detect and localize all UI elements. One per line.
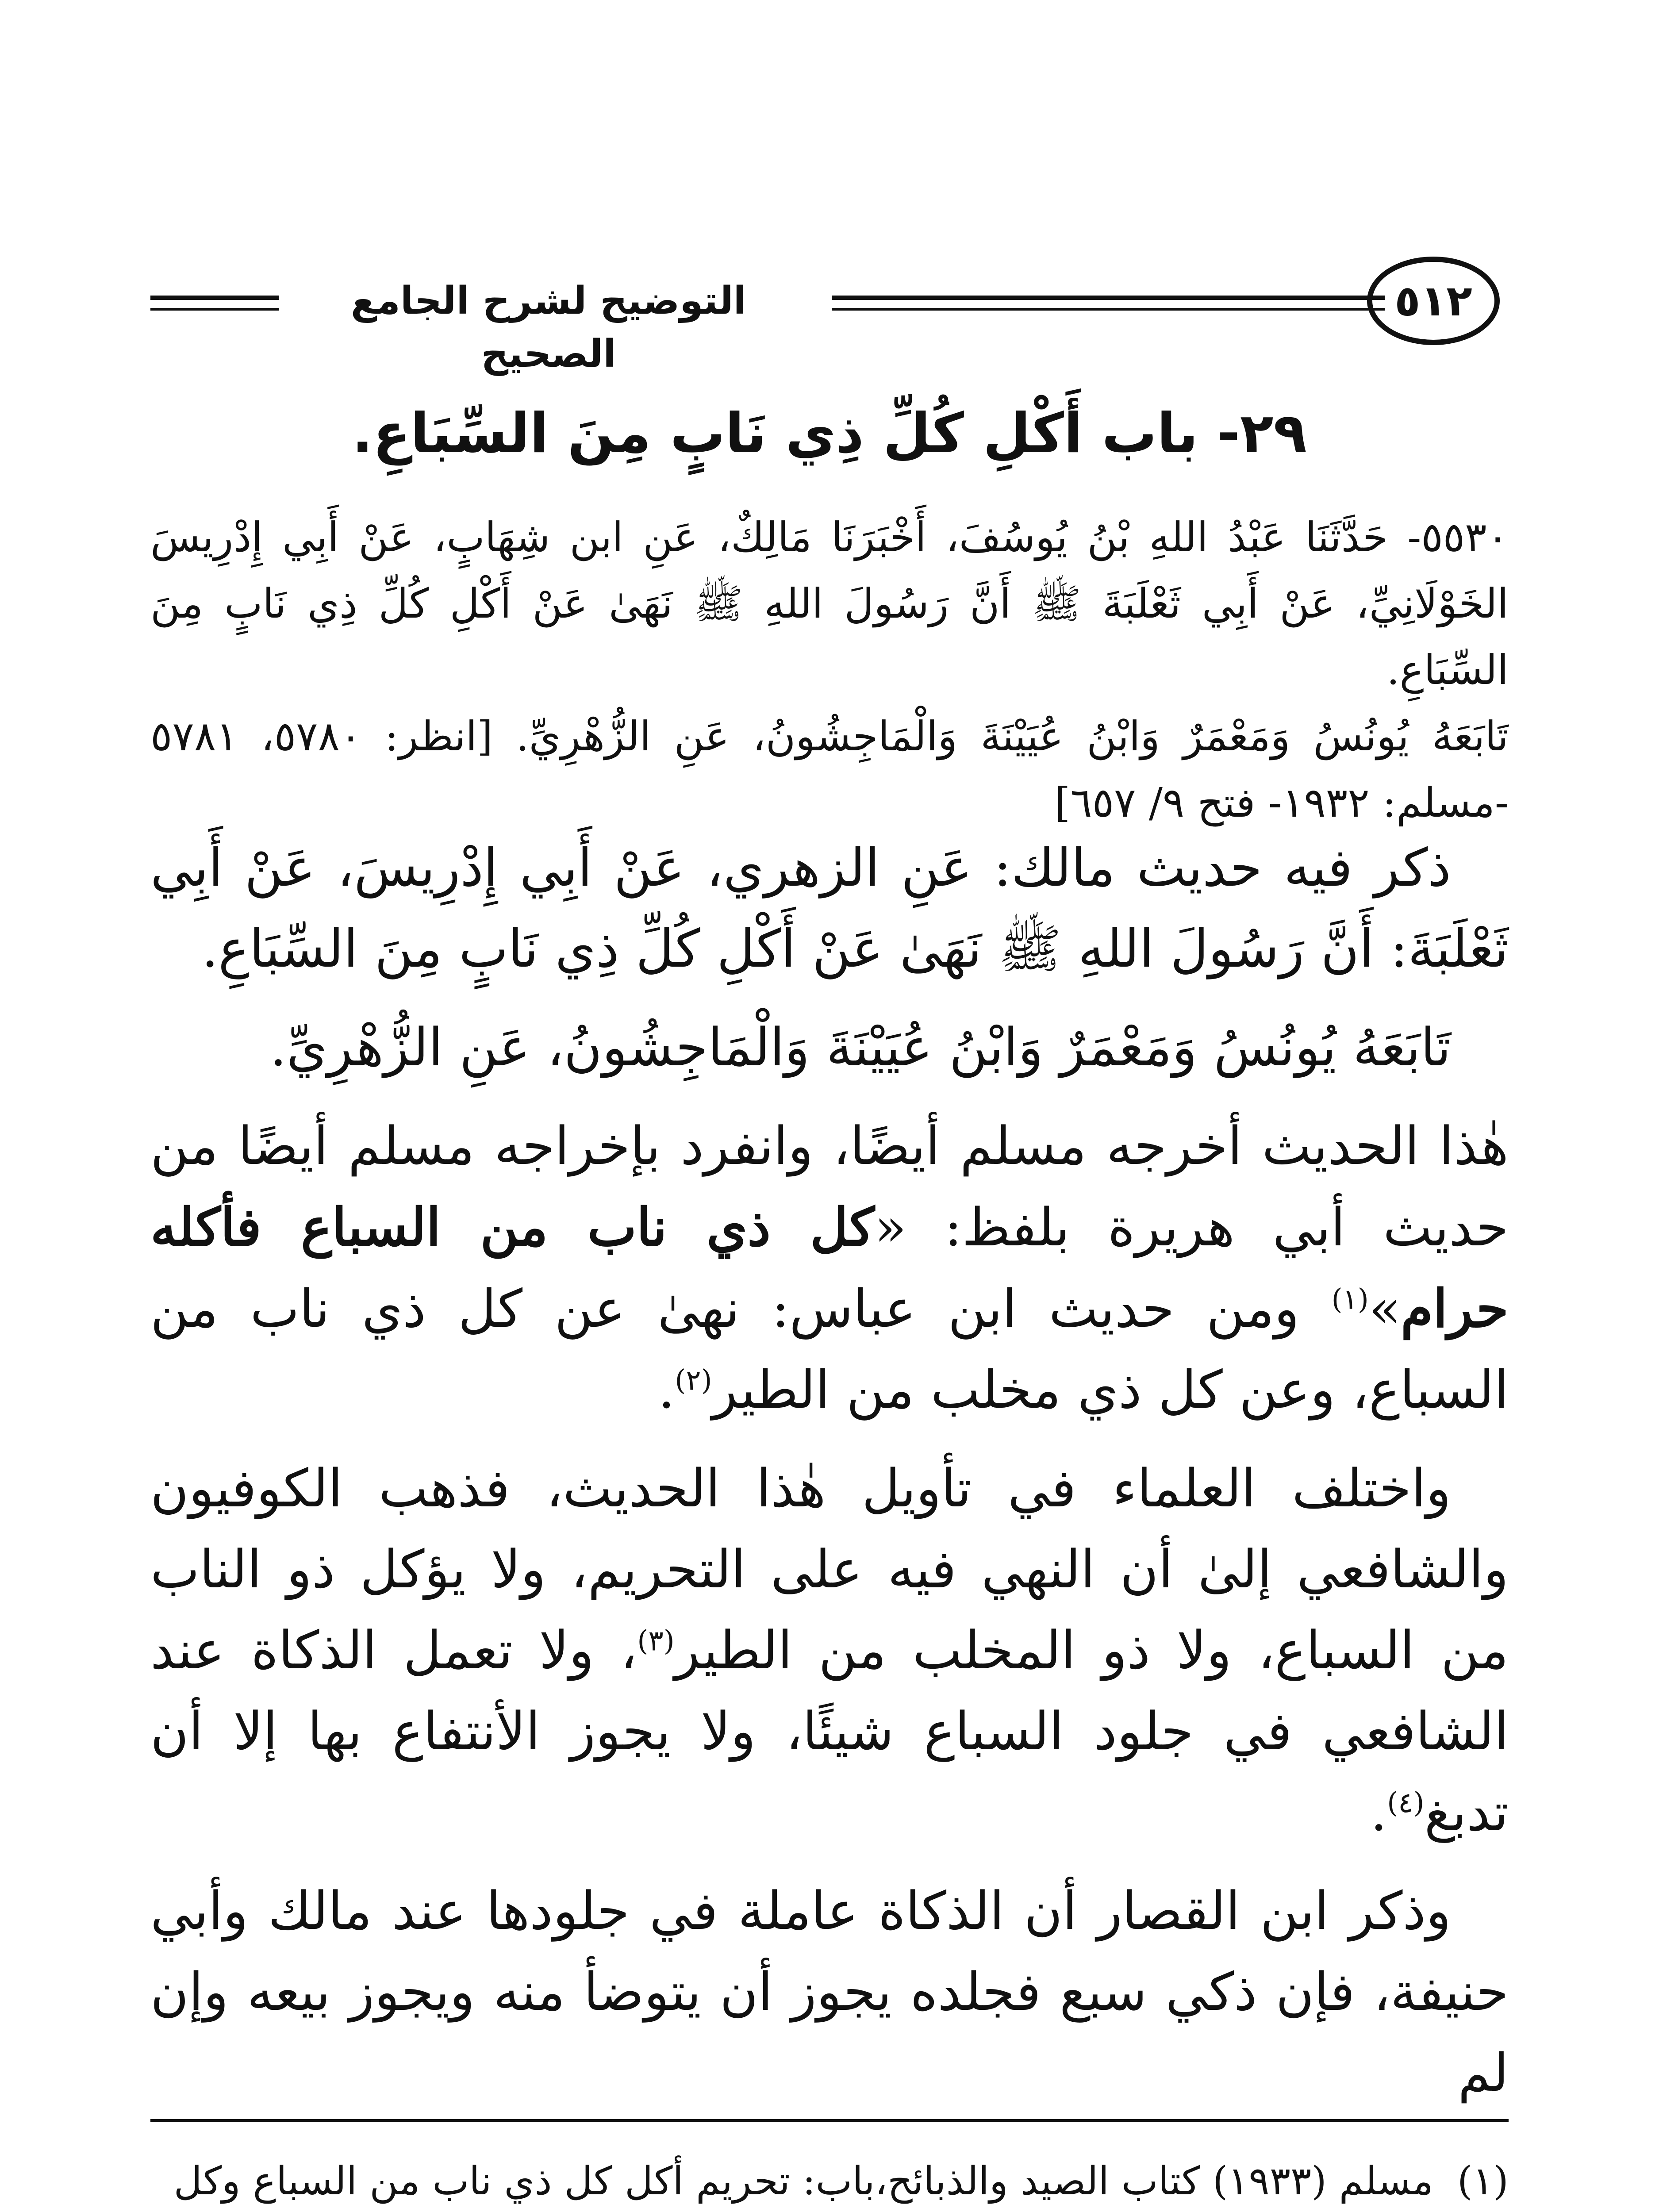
hadith-block: [150, 504, 1509, 836]
commentary: [150, 827, 1509, 2131]
running-header: [150, 248, 1495, 376]
commentary-paragraph-2: تَابَعَهُ يُونُسُ وَمَعْمَرٌ وَابْنُ عُيَيْنَةَ وَالْمَاجِشُونُ، عَنِ الزُّهْرِيِّ.: [270, 1017, 1451, 1078]
footnote-item: [150, 2150, 1509, 2212]
footnote-ref-3[interactable]: (٣): [637, 1624, 675, 1658]
commentary-paragraph-1: ذكر فيه حديث مالك: عَنِ الزهري، عَنْ أَبِي إِدْرِيسَ، عَنْ أَبِي ثَعْلَبَةَ: أَنَّ رَسُولَ اللهِ ﷺ نَهَىٰ عَنْ أَكْلِ كُلِّ ذِي نَابٍ مِنَ السِّبَاعِ.: [150, 837, 1509, 979]
page-number: ٥١٢: [1394, 276, 1472, 326]
p3-text-b: »: [1368, 1278, 1401, 1339]
footnote-text: مسلم (١٩٣٣) كتاب الصيد والذبائح،باب: تحريم أكل كل ذي ناب من السباع وكل: [173, 2158, 1433, 2204]
footnote-separator: [150, 2119, 1509, 2122]
hadith-follow: تَابَعَهُ يُونُسُ وَمَعْمَرٌ وَابْنُ عُيَيْنَةَ وَالْمَاجِشُونُ، عَنِ الزُّهْرِيِّ. [انظر: ٥٧٨٠، ٥٧٨١ -مسلم: ١٩٣٢- فتح ٩/ ٦٥٧]: [150, 713, 1509, 826]
running-title: التوضيح لشرح الجامع الصحيح: [350, 279, 747, 376]
page-number-badge: [1367, 257, 1500, 345]
p3-quote: كل ذي ناب من السباع فأكله حرام: [150, 1196, 1509, 1339]
p4-text-c: .: [1370, 1782, 1387, 1843]
commentary-paragraph-4: [150, 1448, 1509, 1853]
footnotes: [150, 2150, 1509, 2212]
header-rule-left: [150, 296, 279, 311]
footnote-ref-2[interactable]: (٢): [675, 1364, 712, 1397]
commentary-paragraph-5: وذكر ابن القصار أن الذكاة عاملة في جلودها عند مالك وأبي حنيفة، فإن ذكي سبع فجلده يجوز أن يتوضأ منه ويجوز بيعه وإن لم: [150, 1880, 1509, 2103]
header-rule-right: [832, 296, 1385, 311]
p3-text-c: ومن حديث ابن عباس: نهىٰ عن كل ذي ناب من السباع، وعن كل ذي مخلب من الطير: [150, 1278, 1509, 1420]
chapter-heading: ٢٩- باب أَكْلِ كُلِّ ذِي نَابٍ مِنَ السِّبَاعِ.: [352, 402, 1307, 465]
footnote-ref-1[interactable]: (١): [1331, 1283, 1369, 1316]
hadith-text: ٥٥٣٠- حَدَّثَنَا عَبْدُ اللهِ بْنُ يُوسُفَ، أَخْبَرَنَا مَالِكٌ، عَنِ ابن شِهَابٍ، عَنْ أَبِي إِدْرِيسَ الخَوْلَانِيِّ، عَنْ أَبِي ثَعْلَبَةَ ﷺ أَنَّ رَسُولَ اللهِ ﷺ نَهَىٰ عَنْ أَكْلِ كُلِّ ذِي نَابٍ مِنَ السِّبَاعِ.: [150, 514, 1509, 694]
footnote-ref-4[interactable]: (٤): [1387, 1786, 1425, 1820]
p4-text-b: ، ولا تعمل الذكاة عند الشافعي في جلود السباع شيئًا، ولا يجوز الأنتفاع بها إلا أن تدبغ: [150, 1620, 1509, 1843]
p3-text-a: هٰذا الحديث أخرجه مسلم أيضًا، وانفرد بإخراجه مسلم أيضًا من حديث أبي هريرة بلفظ: «: [150, 1115, 1509, 1258]
footnote-number: (١): [1457, 2158, 1509, 2204]
p3-text-d: .: [658, 1359, 675, 1420]
p4-text-a: واختلف العلماء في تأويل هٰذا الحديث، فذهب الكوفيون والشافعي إلىٰ أن النهي فيه على التحريم، ولا يؤكل ذو الناب من السباع، ولا ذو المخلب من الطير: [150, 1458, 1509, 1681]
commentary-paragraph-3: [150, 1106, 1509, 1430]
